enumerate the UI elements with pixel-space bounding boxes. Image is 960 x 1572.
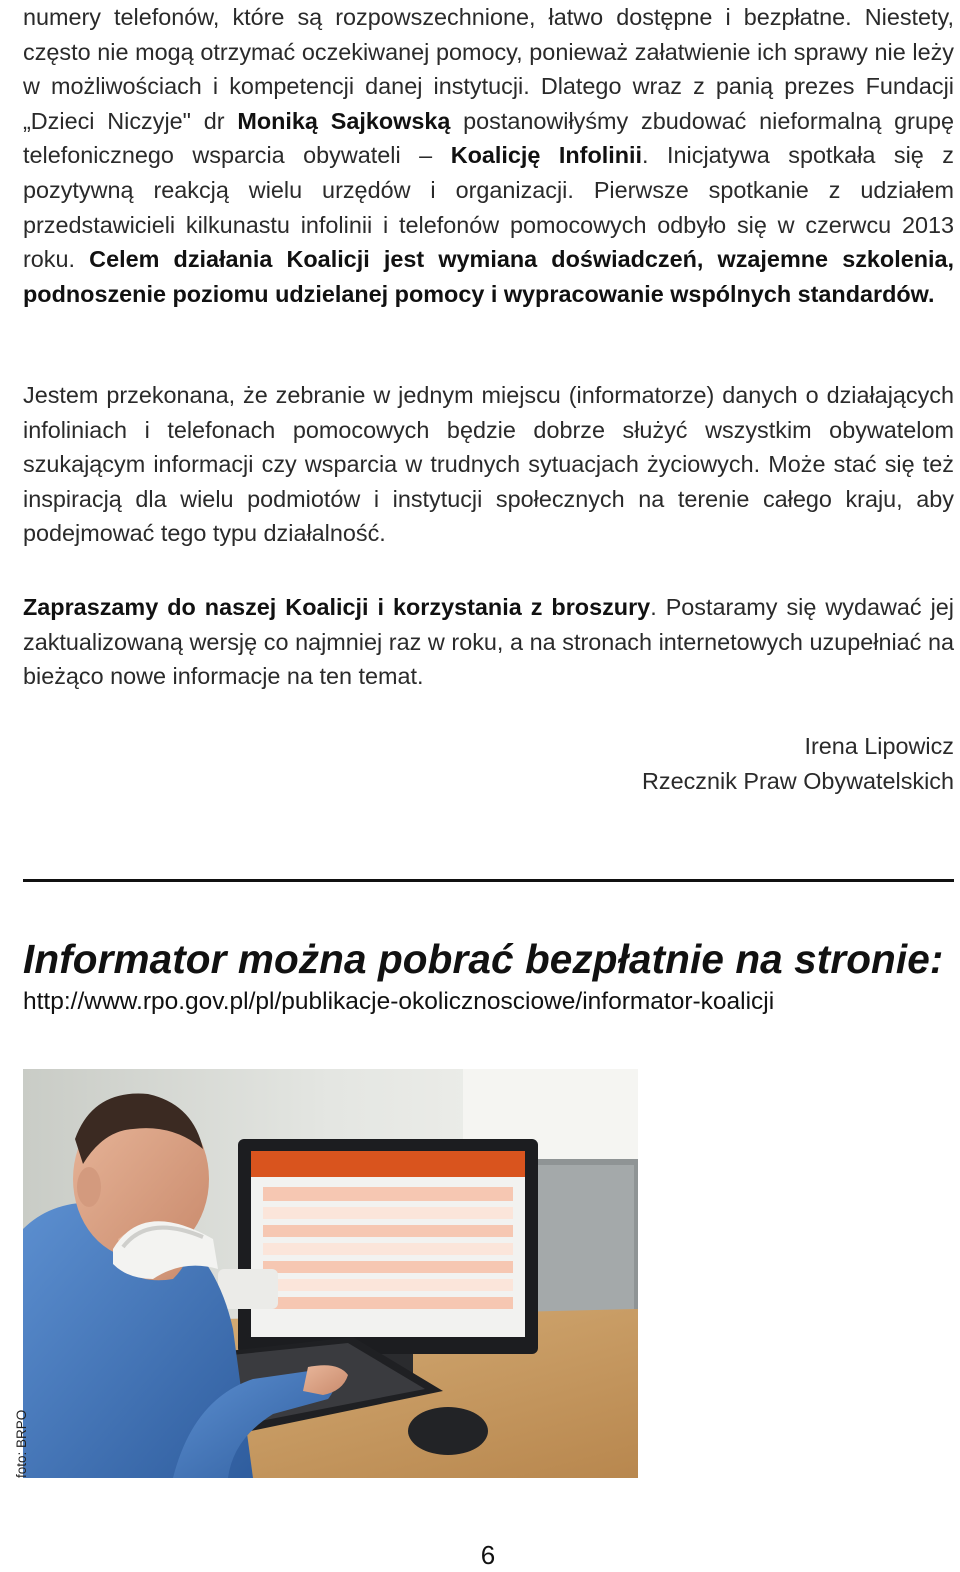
- intro-coalition-name: Koalicję Infolinii: [450, 142, 643, 169]
- invitation-paragraph: [23, 590, 954, 694]
- page-number: 6: [480, 1540, 496, 1570]
- signature-title: Rzecznik Praw Obywatelskich: [642, 767, 954, 794]
- signature: [642, 729, 954, 798]
- invitation-text: . Postaramy się wydawać jej zaktualizowaną wersję co najmniej raz w roku, a na stronach internetowych uzupełniać na bieżąco nowe informacje na ten temat.: [23, 594, 954, 690]
- intro-text-1: numery telefonów, które są rozpowszechnione, łatwo dostępne i bezpłatne. Niestety, często nie mogą otrzymać oczekiwanej pomocy, ponieważ załatwienie ich sprawy nie leży w możliwościach i kompetencji danej instytucji. Dlatego wraz z panią prezes Fundacji „Dzieci Niczyje" dr: [23, 4, 954, 134]
- intro-goal-statement: Celem działania Koalicji jest wymiana doświadczeń, wzajemne szkolenia, podnoszenie poziomu udzielanej pomocy i wypracowanie wspólnych standardów.: [23, 246, 955, 307]
- conviction-paragraph: Jestem przekonana, że zebranie w jednym miejscu (informatorze) danych o działających infoliniach i telefonach pomocowych będzie dobrze służyć wszystkim obywatelom szukającym informacji czy wsparcia w trudnych sytuacjach życiowych. Może stać się też inspiracją dla wielu podmiotów i instytucji społecznych na terenie całego kraju, aby podejmować tego typu działalność.: [23, 382, 954, 547]
- intro-text-2: postanowiłyśmy zbudować nieformalną grupę telefonicznego wsparcia obywateli –: [23, 107, 954, 169]
- download-heading: Informator można pobrać bezpłatnie na stronie:: [23, 936, 944, 982]
- intro-text-3: . Inicjatywa spotkała się z pozytywną reakcją wielu urzędów i organizacji. Pierwsze spotkanie z udziałem przedstawicieli kilkunastu infolinii i telefonów pomocowych odbyło się w czerwcu 2013 roku.: [23, 142, 954, 273]
- section-divider: [23, 879, 954, 882]
- download-url-link[interactable]: http://www.rpo.gov.pl/pl/publikacje-okolicznosciowe/informator-koalicji: [23, 988, 775, 1015]
- photo-man-on-phone: [23, 1069, 638, 1478]
- intro-paragraph: [23, 0, 954, 311]
- intro-name-sajkowska: Moniką Sajkowską: [237, 107, 451, 134]
- signature-name: Irena Lipowicz: [804, 733, 954, 759]
- invitation-bold: Zapraszamy do naszej Koalicji i korzystania z broszury: [23, 594, 651, 620]
- photo-credit: foto: BRPO: [14, 1409, 29, 1478]
